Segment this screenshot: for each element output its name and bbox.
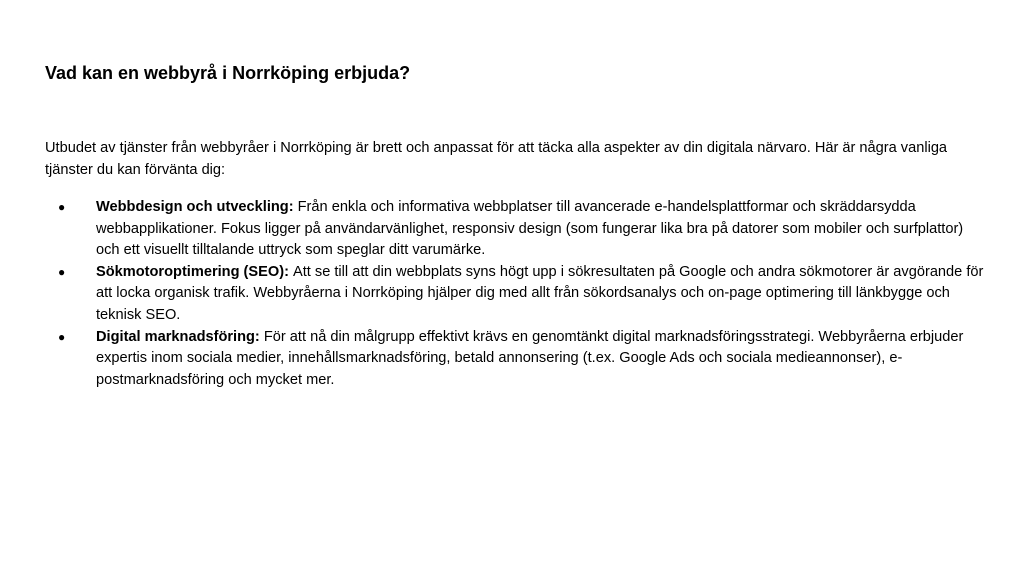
intro-paragraph: Utbudet av tjänster från webbyråer i Norrköping är brett och anpassat för att täcka alla aspekter av din digitala närvaro. Här är några vanliga tjänster du kan förvänta dig:	[45, 140, 948, 178]
services-list	[45, 197, 985, 391]
bullet-icon: ●	[58, 200, 66, 214]
bullet-icon: ●	[58, 264, 66, 279]
service-description: För att nå din målgrupp effektivt krävs en genomtänkt digital marknadsföringsstrategi. Webbyråerna erbjuder expertis inom sociala medier, innehållsmarknadsföring, betald annonsering (t.ex. Google Ads och sociala medieannonser), e-postmarknadsföring och mycket mer.	[96, 328, 964, 388]
bullet-icon: ●	[58, 329, 66, 344]
page-title: Vad kan en webbyrå i Norrköping erbjuda?	[45, 63, 411, 83]
service-term: Digital marknadsföring:	[96, 328, 264, 345]
service-term: Sökmotoroptimering (SEO):	[96, 263, 294, 280]
service-term: Webbdesign och utveckling:	[96, 199, 298, 215]
service-description: Att se till att din webbplats syns högt upp i sökresultaten på Google och andra sökmotorer är avgörande för att locka organisk trafik. Webbyråerna i Norrköping hjälper dig med allt från sökordsanalys och on-page optimering till länkbygge och teknisk SEO.	[96, 263, 984, 323]
list-item-digital-marknadsforing	[45, 327, 985, 392]
service-description: Från enkla och informativa webbplatser till avancerade e-handelsplattformar och skräddarsydda webbapplikationer. Fokus ligger på användarvänlighet, responsiv design (som fungerar lika bra på datorer som mobiler och surfplattor) och ett visuellt tilltalande uttryck som speglar ditt varumärke.	[96, 199, 964, 259]
list-item-webbdesign	[45, 197, 985, 262]
list-item-seo	[45, 262, 985, 327]
